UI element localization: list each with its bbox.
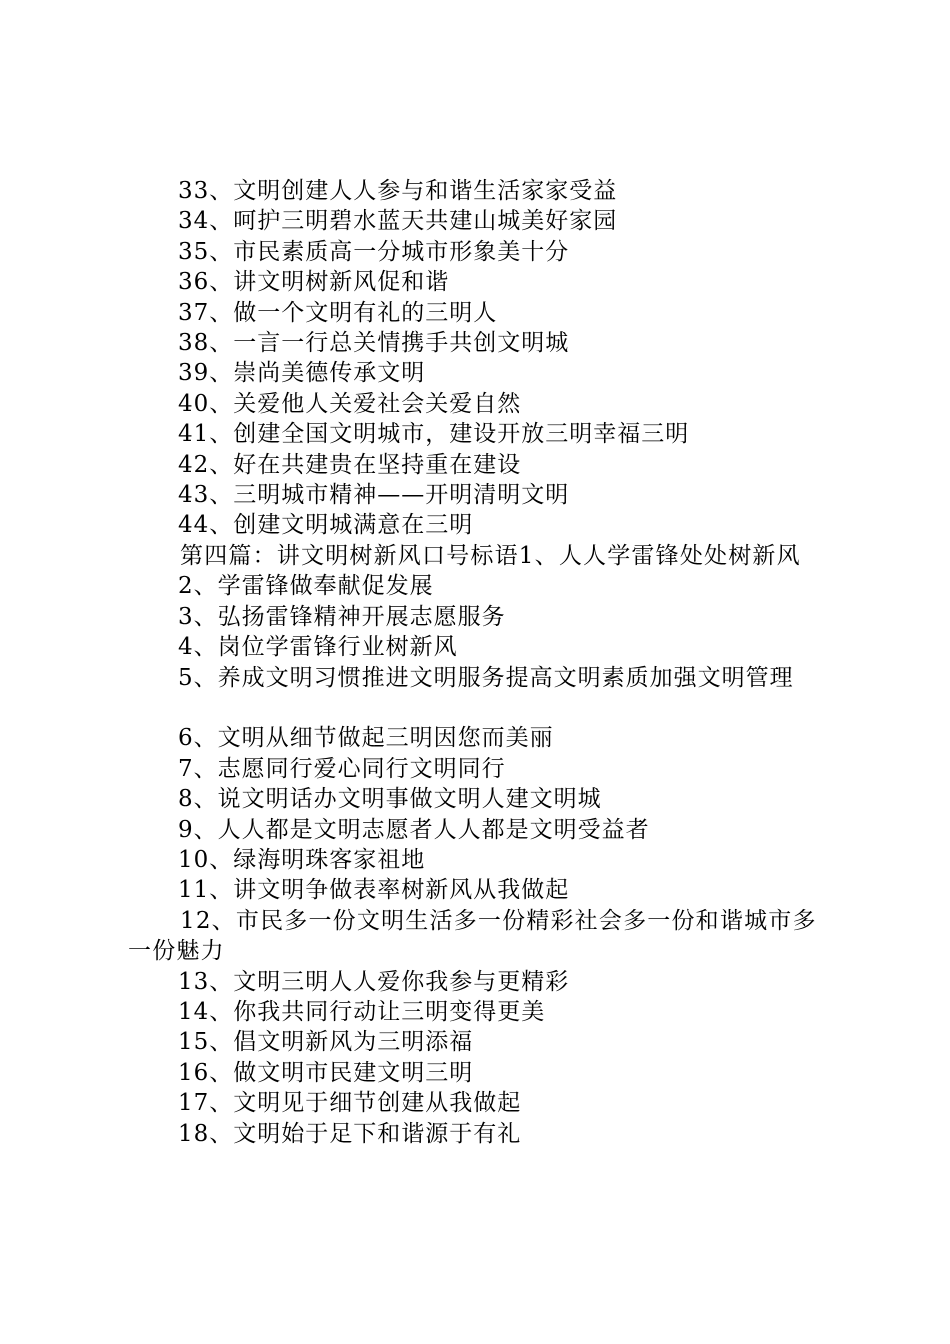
slogan-item: 11、讲文明争做表率树新风从我做起 xyxy=(178,877,570,904)
slogan-item: 38、一言一行总关情携手共创文明城 xyxy=(178,330,570,357)
slogan-item: 44、创建文明城满意在三明 xyxy=(178,512,474,539)
slogan-item: 42、好在共建贵在坚持重在建设 xyxy=(178,451,522,478)
slogan-item: 3、弘扬雷锋精神开展志愿服务 xyxy=(178,603,506,630)
slogan-item: 10、绿海明珠客家祖地 xyxy=(178,846,426,873)
slogan-item-long: 12、市民多一份文明生活多一份精彩社会多一份和谐城市多一份魅力 xyxy=(128,907,817,965)
slogan-item: 36、讲文明树新风促和谐 xyxy=(178,269,450,296)
slogan-item: 40、关爱他人关爱社会关爱自然 xyxy=(178,390,522,417)
document-body xyxy=(128,176,838,1149)
slogan-item: 37、做一个文明有礼的三明人 xyxy=(178,299,498,326)
slogan-item: 4、岗位学雷锋行业树新风 xyxy=(178,634,458,661)
slogan-item: 17、文明见于细节创建从我做起 xyxy=(178,1090,522,1117)
slogan-item: 6、文明从细节做起三明因您而美丽 xyxy=(178,725,554,752)
slogan-item: 39、崇尚美德传承文明 xyxy=(178,360,426,387)
slogan-item: 14、你我共同行动让三明变得更美 xyxy=(178,998,546,1025)
slogan-item: 9、人人都是文明志愿者人人都是文明受益者 xyxy=(178,816,650,843)
slogan-item: 2、学雷锋做奉献促发展 xyxy=(178,573,434,600)
slogan-item: 43、三明城市精神——开明清明文明 xyxy=(178,482,570,509)
slogan-item: 8、说文明话办文明事做文明人建文明城 xyxy=(178,786,602,813)
blank-line xyxy=(128,693,838,723)
slogan-item: 33、文明创建人人参与和谐生活家家受益 xyxy=(178,178,618,204)
slogan-item: 35、市民素质高一分城市形象美十分 xyxy=(178,238,570,265)
slogan-item: 15、倡文明新风为三明添福 xyxy=(178,1029,474,1056)
slogan-item: 16、做文明市民建文明三明 xyxy=(178,1059,474,1086)
slogan-item: 34、呵护三明碧水蓝天共建山城美好家园 xyxy=(178,208,618,235)
slogan-item: 7、志愿同行爱心同行文明同行 xyxy=(178,755,506,782)
chapter-heading: 第四篇：讲文明树新风口号标语1、人人学雷锋处处树新风 xyxy=(180,542,801,569)
slogan-item: 18、文明始于足下和谐源于有礼 xyxy=(178,1120,522,1147)
slogan-item: 41、创建全国文明城市，建设开放三明幸福三明 xyxy=(178,421,690,448)
slogan-item: 5、养成文明习惯推进文明服务提高文明素质加强文明管理 xyxy=(178,664,794,691)
slogan-item: 13、文明三明人人爱你我参与更精彩 xyxy=(178,968,570,995)
